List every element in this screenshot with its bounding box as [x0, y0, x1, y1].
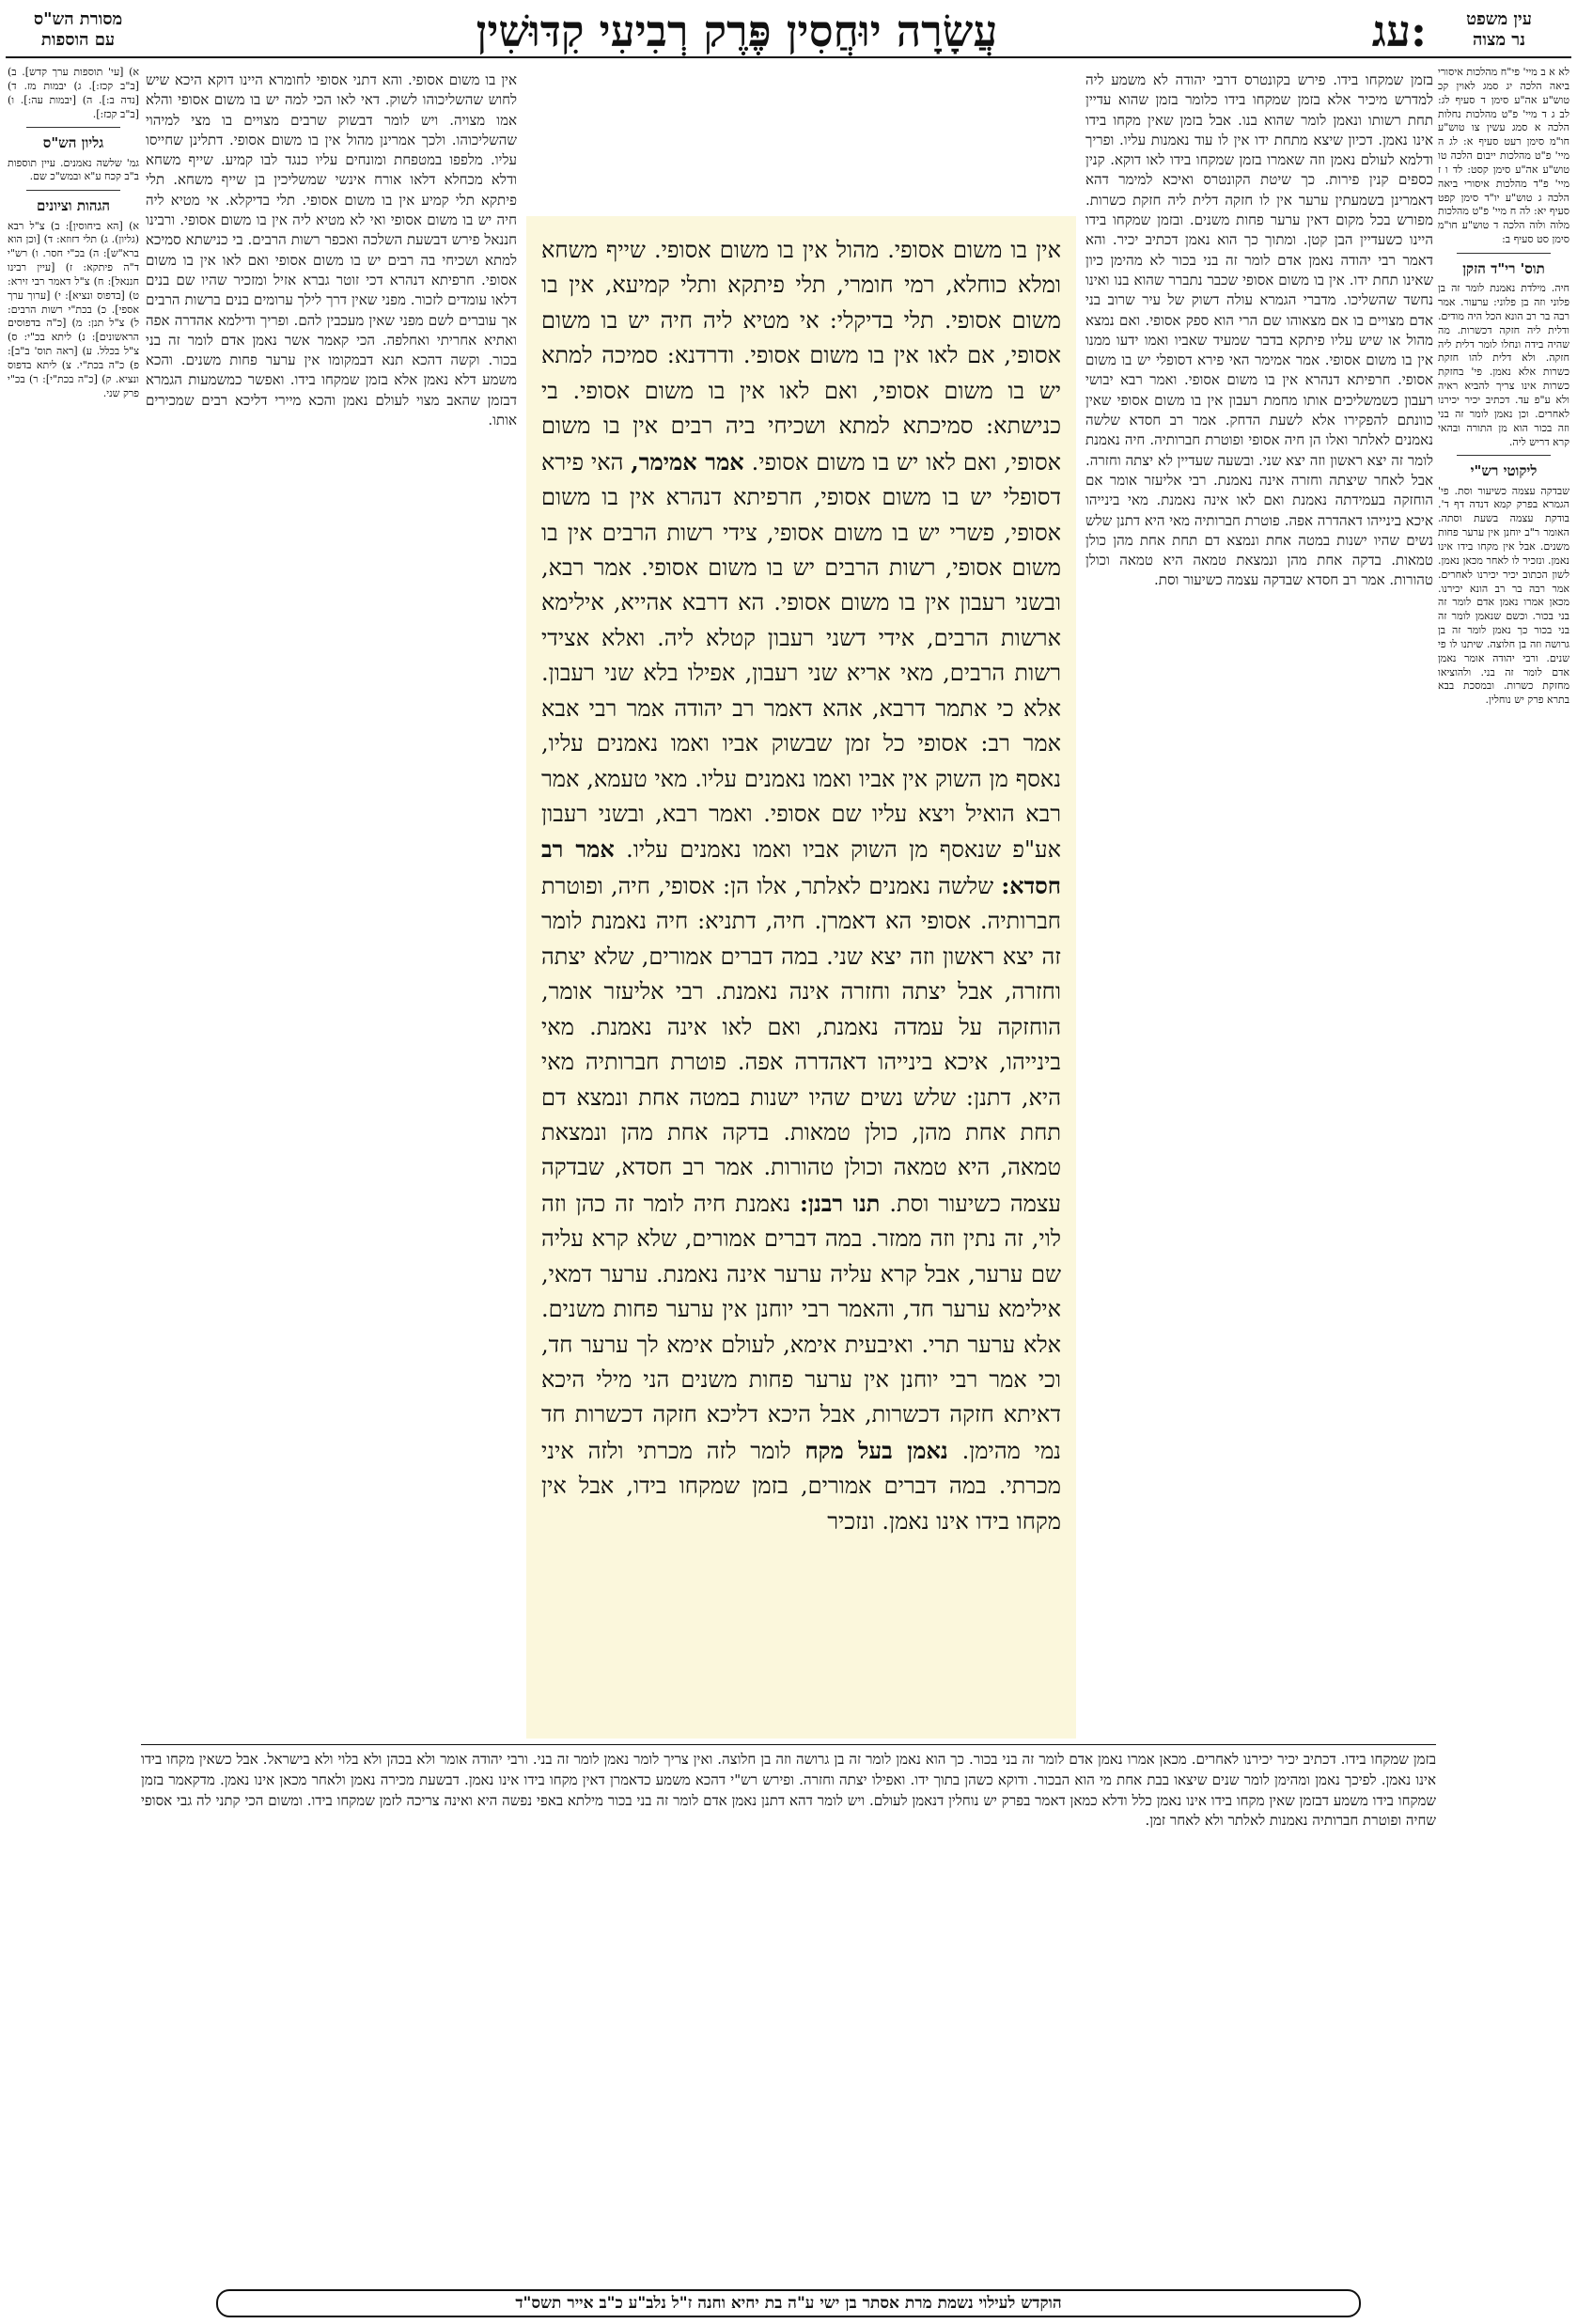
- gemara-speaker: אמר אמימר,: [631, 447, 744, 476]
- page-header: [150, 6, 1427, 81]
- tosafot-commentary: [146, 70, 517, 1739]
- gemara-speaker: אמר רב חסדא:: [541, 835, 1061, 899]
- likutei-rashi-heading: ליקוטי רש"י: [1470, 462, 1538, 480]
- ein-mishpat-text: לא א ב מיי' פי"ח מהלכות איסורי ביאה הלכה יג סמג לאוין קכ טוש"ע אה"ע סימן ד סעיף לג: לב ג ד מיי' פ"ט מהלכות נחלות הלכה א סמג עשין צו טוש"ע חו"מ סימן רעט סעיף א: לג ה מיי' פ"ט מהלכות ייבום הלכה טו טוש"ע אה"ע סימן קסט: לד ו ז מיי' פ"ד מהלכות איסורי ביאה הלכה ג טוש"ע יו"ד סימן קפט סעיף יא: לה ח מיי' פ"ט מהלכות מלוה ולוה הלכה ד טוש"ע חו"מ סימן סט סעיף ב:: [1438, 66, 1569, 246]
- bottom-commentary-text: בזמן שמקחו בידו. דכתיב יכיר יכירנו לאחרים. מכאן אמרו נאמן אדם לומר זה בני בכור. כך הוא נאמן לומר זה בן גרושה וזה בן חלוצה. ואין צריך לומר נאמן לומר זה בני. ורבי יהודה אומר ולא בכהן ולא בלוי ולא בישראל. אבל כשאין מקחו בידו אינו נאמן. לפיכך נאמן ומהימן לומר שנים שיצאו בבת אחת מי הוא הבכור. ודוקא כשהן בתוך ידו. ואפילו יצתה וחזרה. ופירש רש"י דהכא משמע כדאמרן דאין מקחו בידו אינו נאמן. דבשעת מכירה נאמן ולאחר מכאן אינו נאמן. מדקאמר בזמן שמקחו בידו משמע דבזמן שאין מקחו בידו אינו נאמן כלל ודלא כמאן דאמר בפרק יש נוחלין דנאמן לעולם. ויש לומר דהא דתנן נאמן אדם לומר זה בני בכור מילתא באפי נפשה היא ואינה צריכה לזמן שמקחו בידו. ומשום הכי קתני לה גבי אסופי שחיה ופוטרת חברותיה נאמנות לאלתר ולא לאחר זמן.: [141, 1751, 1436, 1830]
- bottom-rule: [141, 1744, 1436, 1745]
- likutei-rashi-text: שבדקה עצמה כשיעור וסת. פי' הגמרא בפרק קמא דנדה דף ד'. בודקת עצמה בשעת וסתה. האומר ר"ב יוחנן אין ערער פחות משנים. אבל אין מקחו בידו אינו נאמן. ונזכיר לו לאחר מכאן נאמן. לשון הכתוב יכיר יכירנו לאחרים. אמר רבה בר רב הונא יכירנו. מכאן אמרו נאמן אדם לומר זה בני בכור. וכשם שנאמן לומר זה בני בכור כך נאמן לומר זה בן גרושה וזה בן חלוצה. שיתנו לו פי שנים. ורבי יהודה אומר נאמן אדם לומר זה בני. ולהוציאו מחזקת כשרות. ובמסכת בבא בתרא פרק יש נוחלין.: [1438, 484, 1569, 707]
- tosafot-text: אין בו משום אסופי. והא דתני אסופי לחומרא היינו דוקא היכא שיש לחוש שהשליכוהו לשוק. דאי לאו הכי למה יש בו משום אסופי והלא אמו מצויה. ויש לומר דבשוק שרבים מצויים בו מצי למיהוי שהשליכוהו. ולכך אמרינן מהול אין בו משום אסופי. דתלינן שחייסו עליו. מלפפו במטפחת ומונחים עליו כנגד לבו קמיע. שייף משחא ודלא מכחלא דלאו אורח אינשי שמשליכין בן שייף משחא. תלי פיתקא תלי קמיע אין בו משום אסופי. תלי בדיקלא. אי מטיא ליה חיה יש בו משום אסופי ואי לא מטיא ליה אין בו משום אסופי. ורבינו חננאל פירש דבשעת השלכה ואכפר רשות הרבים. בי כנישתא סמיכא למתא ושכיחי בה רבים יש בו משום אסופי ואם לאו אין בו משום אסופי. חרפיתא דנהרא דכי זוטר גברא אזיל ומזכיר שהיו שם בנים דלאו עומדים לזכור. מפני שאין דרך לילך ערומים בנים ברשות הרבים אך עוברים לשם מפני שאין מעכבין להם. ופריך ודילמא אהדרה אפה ואתיא אחריתי ואחלפה. הכי קאמר אשר נאמן אדם לומר זה בני בכור. וקשה דהכא תנא דבמקומו אין ערער פחות משנים. והכא משמע דלא נאמן אלא בזמן שמקחו בידו. ואפשר כמשמעות הגמרא דבזמן שהאב מצוי לעולם נאמן והכא מיירי דליכא רבים שמכירים אותו.: [146, 71, 517, 429]
- divider: [1457, 253, 1551, 254]
- hagahot-heading: הגהות וציונים: [36, 197, 111, 215]
- gemara-segment: נאמנת חיה לומר זה כהן וזה לוי, זה נתין וזה ממזר. במה דברים אמורים, שלא קרא עליה שם ערער, אבל קרא עליה ערער אינה נאמנת. ערער דמאי, אילימא ערער חד, והאמר רבי יוחנן אין ערער פחות משנים. אלא ערער תרי. ואיבעית אימא, לעולם אימא לך ערער חד, וכי אמר רבי יוחנן אין ערער פחות משנים הני מילי היכא דאיתא חזקה דכשרות, אבל היכא דליכא חזקה דכשרות חד נמי מהימן.: [541, 1190, 1061, 1464]
- gemara-speaker: נאמן בעל מקח: [804, 1436, 948, 1464]
- gemara-text-block: [526, 216, 1076, 1739]
- bottom-commentary: [141, 1750, 1436, 2051]
- rashi-commentary: [1085, 70, 1433, 1739]
- gilyon-heading: גליון הש"ס: [42, 134, 104, 152]
- dedication-text: הוקדש לעילוי נשמת מרת אסתר בן ישי ע"ה בת יחיא וחנה ז"ל נלב"ע כ"ב אייר תשס"ד: [515, 2294, 1062, 2313]
- gemara-speaker: תנו רבנן:: [800, 1189, 881, 1217]
- gemara-segment: שלשה נאמנים לאלתר, אלו הן: אסופי, חיה, ופוטרת חברותיה. אסופי הא דאמרן. חיה, דתניא: חיה נאמנת לומר זה יצא ראשון וזה יצא שני. במה דברים אמורים, שלא יצתה וחזרה, אבל יצתה וחזרה אינה נאמנת. רבי אליעזר אומר, הוחזקה על עמדה נאמנת, ואם לאו אינה נאמנת. מאי בינייהו, איכא בינייהו דאהדרה אפה. פוטרת חברותיה מאי היא, דתנן: שלש נשים שהיו ישנות במטה אחת ונמצא דם תחת אחת מהן, כולן טמאות. בדקה אחת מהן ונמצאת טמאה, היא טמאה וכולן טהורות. אמר רב חסדא, שבדקה עצמה כשיעור וסת.: [541, 872, 1061, 1217]
- gemara-segment: אין בו משום אסופי. מהול אין בו משום אסופי. שייף משחא ומלא כוחלא, רמי חומרי, תלי פיתקא ותלי קמיעא, אין בו משום אסופי. תלי בדיקלי: אי מטיא ליה חיה יש בו משום אסופי, אם לאו אין בו משום אסופי. ודרדנא: סמיכה למתא יש בו משום אסופי, ואם לאו אין בו משום אסופי. בי כנישתא: סמיכתא למתא ושכיחי ביה רבים אין בו משום אסופי, ואם לאו יש בו משום אסופי.: [541, 237, 1061, 476]
- daf-number: עג:: [1371, 6, 1427, 56]
- divider: [1457, 455, 1551, 456]
- hagahot-text: א) [הא ביחוסין]: ב) צ"ל רבא (גליון). ג) תלי דזוזא: ד) [וכן הוא ברא"ש]: ה) בכ"י חסר. ו) רש"י ד"ה פיתקא: ז) [עיין רבינו חננאל]: ח) צ"ל דאמר רבי זירא: ט) [בדפוס ונציא]: י) [ערוך ערך אספי]. כ) בכת"י רשות הרבים: ל) צ"ל תנן: מ) [כ"ה בדפוסים הראשונים]: נ) ליתא בכ"י: ס) צ"ל בכלל. ע) [ראה תוס' ב"ב]: פ) כ"ה בכת"י. צ) ליתא בדפוס ונציא. ק) [כ"ה בכת"י]: ר) בכ"י פרק שני.: [8, 219, 139, 399]
- dedication-banner: [216, 2289, 1361, 2317]
- rashi-text: בזמן שמקחו בידו. פירש בקונטרס דרבי יהודה לא משמע ליה למדרש מיכיר אלא בזמן שמקחו בידו כלומר בזמן שהוא עדיין תחת רשותו ונאמן לומר שהוא בנו. אבל בזמן שאין מקחו בידו אינו נאמן. דכיון שיצא מתחת ידו אין לו עוד נאמנות עליו. ופריך ודלמא לעולם נאמן וזה שאמרו בזמן שמקחו בידו לאו דוקא. קנין כספים קנין פירות. כך שיטת הקונטרס ואיכא למימר דהא דאמרינן בשמעתין ערער אין לו חזקה דלית ליה חזקת כשרות. מפורש בכל מקום דאין ערער פחות משנים. ובזמן שמקחו בידו היינו כשעדיין הבן קטן. ומתוך כך הוא נאמן דכתיב יכיר. והא דאמר רבי יהודה נאמן אדם לומר זה בני בכור לא מהימן כיון שאינו תחת ידו. אין בו משום אסופי שכבר נתברר שהוא בנו ואינו נחשד שהשליכו. מדברי הגמרא עולה דשוק של עיר שרוב בני אדם מצויים בו אם מצאוהו שם הרי הוא ספק אסופי. ואם נמצא מהול או שיש עליו פיתקא בדבר שמעיד שאביו ואמו ידעו ממנו אין בו משום אסופי. אמר אמימר האי פירא דסופלי יש בו משום אסופי. חרפיתא דנהרא אין בו משום אסופי. ואמר רבא יבושי רעבון כשמשליכים אותו מחמת רעבון אין בו משום אסופי שאין כוונתם להפקירו אלא לשעת הדחק. אמר רב חסדא שלשה נאמנים לאלתר ואלו הן חיה אסופי ופוטרת חברותיה. חיה נאמנת לומר זה יצא ראשון וזה יצא שני. ובשעה שעדיין לא יצתה וחזרה. אבל לאחר שיצתה וחזרה אינה נאמנת. רבי אליעזר אומר אם הוחזקה בעמידתה נאמנת ואם לאו אינה נאמנת. מאי בינייהו איכא בינייהו דאהדרה אפה. פוטרת חברותיה מאי היא דתנן שלש נשים שהיו ישנות במטה אחת ונמצא דם תחת אחת מהן כולן טמאות. בדקה אחת מהן ונמצאת טמאה היא טמאה וכולן טהורות. אמר רב חסדא שבדקה עצמה כשיעור וסת.: [1085, 71, 1433, 589]
- header-rule: [6, 56, 1571, 58]
- gemara-segment: לומר לזה מכרתי ולזה איני מכרתי. במה דברים אמורים, בזמן שמקחו בידו, אבל אין מקחו בידו אינו נאמן. ונזכיר: [541, 1437, 1061, 1535]
- masoret-text: א) [עי' תוספות ערך קדש]. ב) [ב"ב קכז:]. ג) יבמות מז. ד) [נדה ב:]. ה) [יבמות עה:]. ו) [ב"ב קכז:].: [8, 66, 139, 120]
- left-margin: [8, 66, 139, 2274]
- ein-mishpat-heading: עין משפט נר מצוה: [1466, 9, 1532, 50]
- divider: [26, 127, 120, 128]
- masoret-heading: מסורת הש"ס עם הוספות: [33, 9, 123, 50]
- tos-rid-heading: תוס' רי"ד הזקן: [1462, 259, 1545, 277]
- right-margin: [1438, 66, 1569, 2274]
- page-title: עֲשָׂרָה יוּחֲסִין פֶּרֶק רְבִיעִי קִדּוּשִׁין: [476, 6, 998, 56]
- tos-rid-text: חיה. מילדת נאמנת לומר זה בן פלוני וזה בן פלוני: ערעור. אמר רבה בר רב הונא הכל היה מודים. ודלית ליה חזקה דכשרות. מה שהיה בידה ונחלו לומר דלית ליה חזקה. ולא דלית להו חזקת כשרות אלא נאמן. פי' בחזקת כשרות אינו צריך להביא ראיה ולא ע"פ עד. דכתיב יכיר יכירנו לאחרים. וכן נאמן לומר זה בני וזה בכור הוא מן התורה ובהאי קרא דריש ליה.: [1438, 282, 1569, 448]
- divider: [26, 190, 120, 191]
- gemara-segment: האי פירא דסופלי יש בו משום אסופי, חרפיתא דנהרא אין בו משום אסופי, פשרי יש בו משום אסופי, צידי רשות הרבים אין בו משום אסופי, רשות הרבים יש בו משום אסופי. אמר רבא, ובשני רעבון אין בו משום אסופי. הא דרבא אהייא, אילימא ארשות הרבים, אידי דשני רעבון קטלא ליה. ואלא אצידי רשות הרבים, מאי אריא שני רעבון, אפילו בלא שני רעבון. אלא כי אתמר דרבא, אהא דאמר רב יהודה אמר רבי אבא אמר רב: אסופי כל זמן שבשוק אביו ואמו נאמנים עליו, נאסף מן השוק אין אביו ואמו נאמנים עליו. מאי טעמא, אמר רבא הואיל ויצא עליו שם אסופי. ואמר רבא, ובשני רעבון אע"פ שנאסף מן השוק אביו ואמו נאמנים עליו.: [541, 448, 1061, 864]
- gilyon-text: גמ' שלשה נאמנים. עיין תוספות ב"ב קכח ע"א ובמש"כ שם.: [8, 156, 139, 183]
